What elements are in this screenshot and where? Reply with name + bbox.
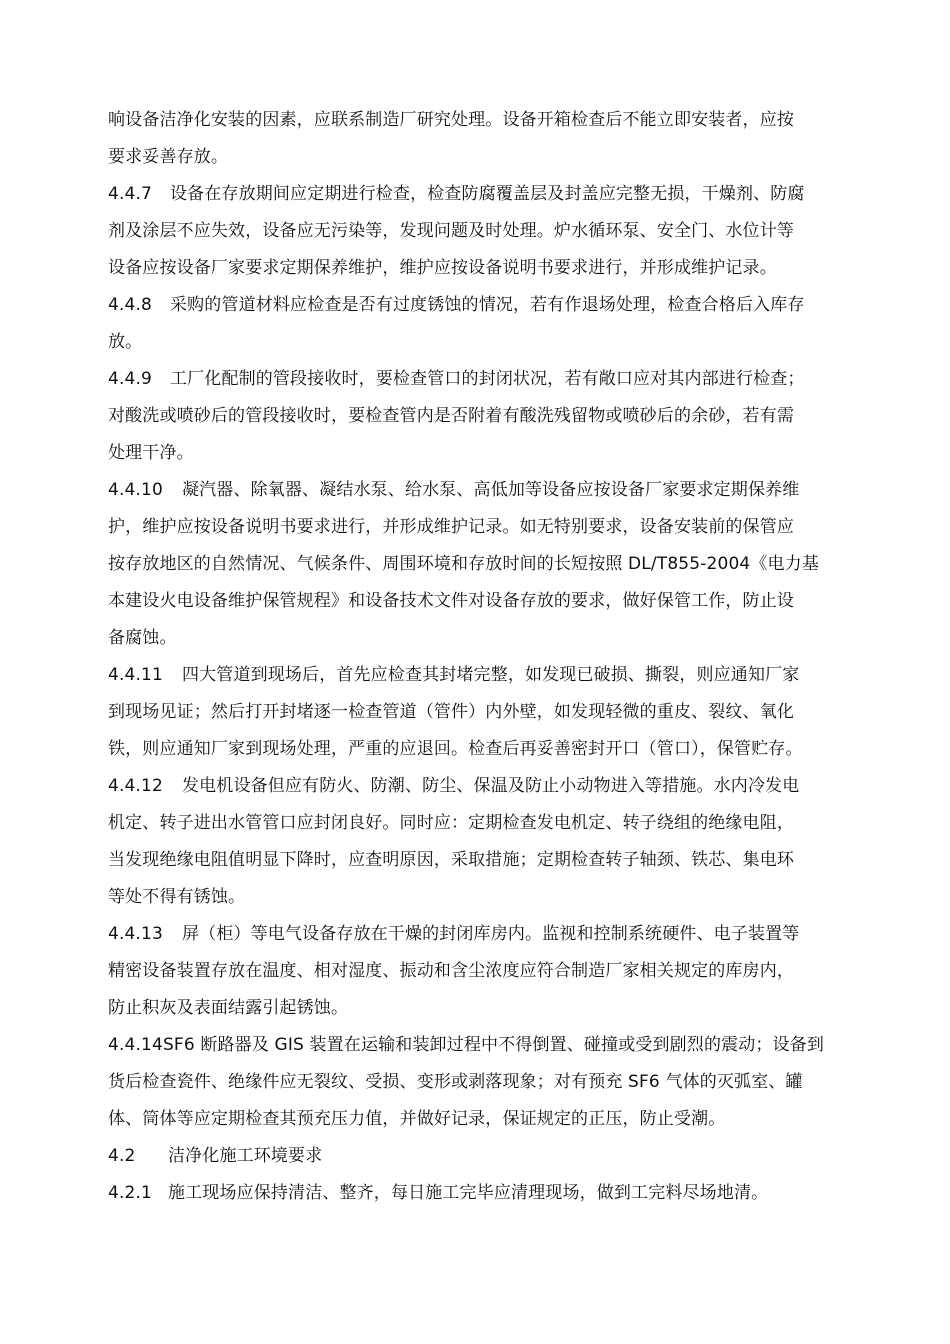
- paragraph-4-2-1: [108, 1175, 834, 1212]
- section-number: 4.4.11: [108, 665, 163, 685]
- paragraph-line: 工厂化配制的管段接收时，要检查管口的封闭状况，若有敞口应对其内部进行检查；: [170, 369, 805, 389]
- paragraph-line: SF6 断路器及 GIS 装置在运输和装卸过程中不得倒置、碰撞或受到剧烈的震动；设备到: [162, 1035, 825, 1055]
- paragraph-line: 护，维护应按设备说明书要求进行，并形成维护记录。如无特别要求，设备安装前的保管应: [108, 517, 794, 537]
- section-number: 4.4.7: [108, 184, 153, 204]
- paragraph-line: 铁，则应通知厂家到现场处理，严重的应退回。检查后再妥善密封开口（管口），保管贮存。: [108, 739, 803, 759]
- paragraph-line: 等处不得有锈蚀。: [108, 887, 246, 907]
- paragraph-line: 处理干净。: [108, 443, 194, 463]
- paragraph-line: 凝汽器、除氧器、凝结水泵、给水泵、高低加等设备应按设备厂家要求定期保养维: [182, 480, 800, 500]
- paragraph-4-4-10: [108, 472, 834, 657]
- section-number: 4.2.1: [108, 1183, 153, 1203]
- paragraph-4-4-12: [108, 768, 834, 916]
- paragraph-line: 精密设备装置存放在温度、相对湿度、振动和含尘浓度应符合制造厂家相关规定的库房内，: [108, 961, 794, 981]
- paragraph-4-4-7: [108, 176, 834, 287]
- paragraph-line: 屏（柜）等电气设备存放在干燥的封闭库房内。监视和控制系统硬件、电子装置等: [182, 924, 800, 944]
- paragraph-line: 采购的管道材料应检查是否有过度锈蚀的情况，若有作退场处理，检查合格后入库存: [170, 295, 805, 315]
- section-number: 4.4.14: [108, 1035, 163, 1055]
- paragraph-line: 施工现场应保持清洁、整齐，每日施工完毕应清理现场，做到工完料尽场地清。: [168, 1183, 769, 1203]
- paragraph-line: 四大管道到现场后，首先应检查其封堵完整，如发现已破损、撕裂，则应通知厂家: [182, 665, 800, 685]
- paragraph-line: 当发现绝缘电阻值明显下降时，应查明原因，采取措施；定期检查转子轴颈、铁芯、集电环: [108, 850, 794, 870]
- paragraph-line: 备腐蚀。: [108, 628, 177, 648]
- paragraph-line: 货后检查瓷件、绝缘件应无裂纹、受损、变形或剥落现象；对有预充 SF6 气体的灭弧室、罐: [108, 1072, 803, 1092]
- paragraph-line: 发电机设备但应有防火、防潮、防尘、保温及防止小动物进入等措施。水内冷发电: [182, 776, 800, 796]
- section-number: 4.4.9: [108, 369, 153, 389]
- paragraph-line: 剂及涂层不应失效，设备应无污染等，发现问题及时处理。炉水循环泵、安全门、水位计等: [108, 221, 794, 241]
- section-number: 4.4.12: [108, 776, 163, 796]
- section-number: 4.4.10: [108, 480, 163, 500]
- paragraph-line: 要求妥善存放。: [108, 147, 229, 167]
- paragraph-line: 放。: [108, 332, 143, 352]
- section-number: 4.4.8: [108, 295, 153, 315]
- section-number: 4.2: [108, 1146, 136, 1166]
- paragraph-4-4-13: [108, 916, 834, 1027]
- paragraph-line: 本建设火电设备维护保管规程》和设备技术文件对设备存放的要求，做好保管工作，防止设: [108, 591, 794, 611]
- section-number: 4.4.13: [108, 924, 163, 944]
- paragraph-4-4-11: [108, 657, 834, 768]
- section-heading-4-2: [108, 1138, 834, 1175]
- paragraph-4-4-8: [108, 287, 834, 361]
- paragraph-line: 按存放地区的自然情况、气候条件、周围环境和存放时间的长短按照 DL/T855-2004《电力基: [108, 554, 819, 574]
- paragraph-line: 响设备洁净化安装的因素，应联系制造厂研究处理。设备开箱检查后不能立即安装者，应按: [108, 110, 794, 130]
- paragraph-line: 设备在存放期间应定期进行检查，检查防腐覆盖层及封盖应完整无损，干燥剂、防腐: [170, 184, 805, 204]
- paragraph-line: 到现场见证；然后打开封堵逐一检查管道（管件）内外壁，如发现轻微的重皮、裂纹、氧化: [108, 702, 794, 722]
- section-heading: 洁净化施工环境要求: [168, 1146, 323, 1166]
- paragraph-line: 机定、转子进出水管管口应封闭良好。同时应：定期检查发电机定、转子绕组的绝缘电阻，: [108, 813, 794, 833]
- paragraph-line: 体、筒体等应定期检查其预充压力值，并做好记录，保证规定的正压，防止受潮。: [108, 1109, 726, 1129]
- paragraph-4-4-14: [108, 1027, 834, 1138]
- paragraph-line: 对酸洗或喷砂后的管段接收时，要检查管内是否附着有酸洗残留物或喷砂后的余砂，若有需: [108, 406, 794, 426]
- paragraph-4-4-9: [108, 361, 834, 472]
- paragraph-continuation: [108, 102, 834, 176]
- paragraph-line: 防止积灰及表面结露引起锈蚀。: [108, 998, 349, 1018]
- paragraph-line: 设备应按设备厂家要求定期保养维护，维护应按设备说明书要求进行，并形成维护记录。: [108, 258, 777, 278]
